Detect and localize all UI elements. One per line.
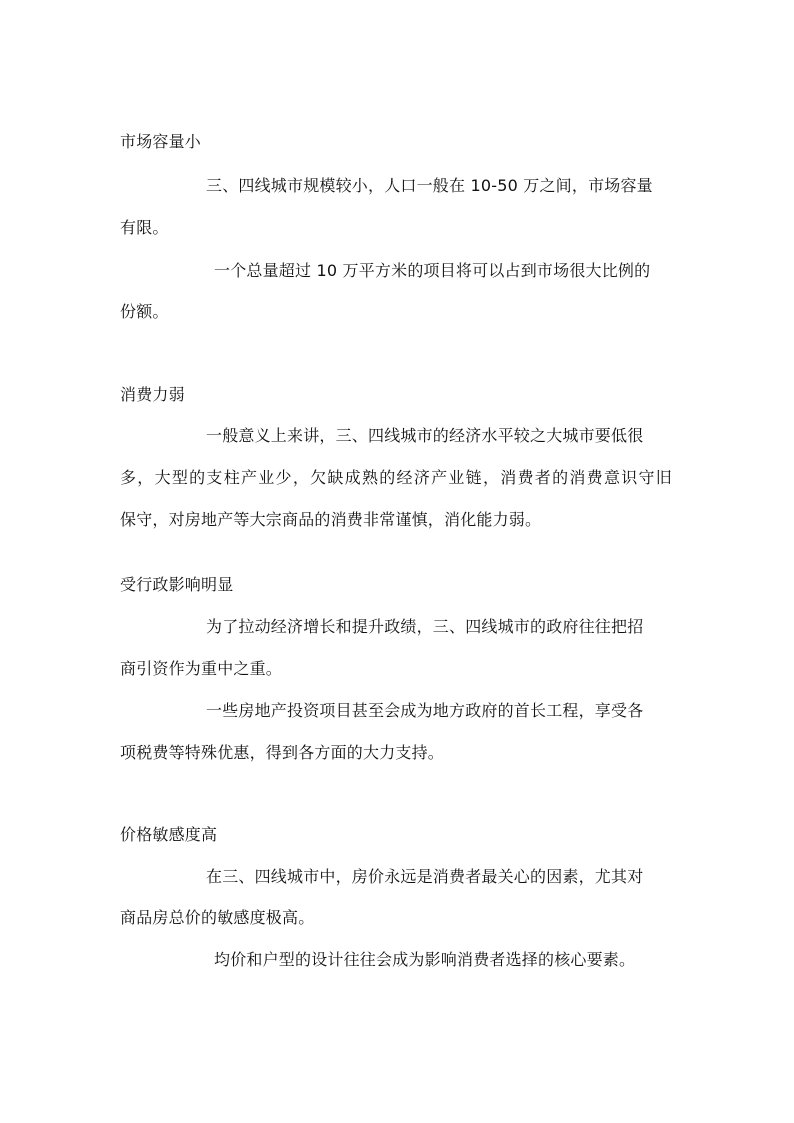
paragraph-line: 一些房地产投资项目甚至会成为地方政府的首长工程，享受各 bbox=[206, 701, 644, 720]
paragraph-line: 一般意义上来讲，三、四线城市的经济水平较之大城市要低很 bbox=[206, 426, 644, 445]
paragraph-line: 为了拉动经济增长和提升政绩，三、四线城市的政府往往把招 bbox=[206, 617, 644, 636]
section-heading-administrative-influence: 受行政影响明显 bbox=[120, 575, 234, 594]
paragraph-line: 多，大型的支柱产业少，欠缺成熟的经济产业链，消费者的消费意识守旧 bbox=[120, 468, 672, 487]
section-heading-price-sensitivity: 价格敏感度高 bbox=[120, 825, 218, 844]
paragraph-line: 有限。 bbox=[120, 218, 169, 237]
paragraph-line: 一个总量超过 10 万平方米的项目将可以占到市场很大比例的 bbox=[214, 261, 651, 280]
paragraph-line: 项税费等特殊优惠，得到各方面的大力支持。 bbox=[120, 743, 445, 762]
paragraph-line: 三、四线城市规模较小，人口一般在 10-50 万之间，市场容量 bbox=[206, 176, 653, 195]
paragraph-line: 商品房总价的敏感度极高。 bbox=[120, 908, 315, 927]
paragraph-line: 保守，对房地产等大宗商品的消费非常谨慎，消化能力弱。 bbox=[120, 510, 542, 529]
paragraph-line: 份额。 bbox=[120, 302, 169, 321]
section-heading-weak-consumption: 消费力弱 bbox=[120, 385, 185, 404]
paragraph-line: 商引资作为重中之重。 bbox=[120, 659, 283, 678]
paragraph-line: 均价和户型的设计往往会成为影响消费者选择的核心要素。 bbox=[214, 950, 636, 969]
paragraph-line: 在三、四线城市中，房价永远是消费者最关心的因素，尤其对 bbox=[206, 867, 644, 886]
section-heading-market-capacity: 市场容量小 bbox=[120, 132, 202, 151]
